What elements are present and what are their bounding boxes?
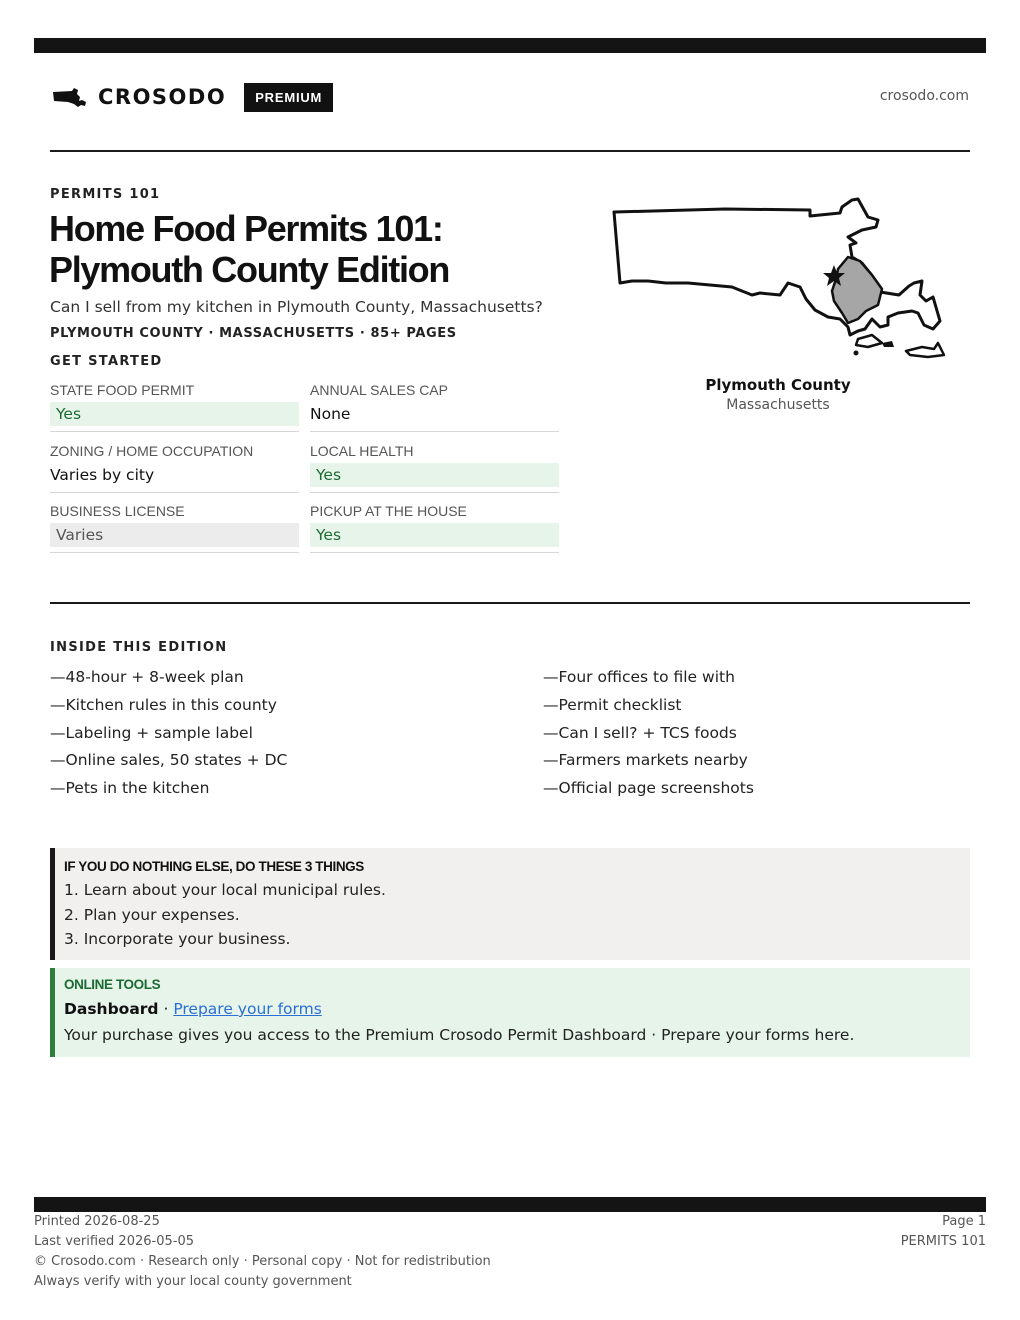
page-number: Page 1 [942, 1214, 986, 1229]
inside-edition-heading: INSIDE THIS EDITION [50, 640, 228, 655]
state-outline [614, 199, 940, 335]
three-things-list [64, 878, 970, 952]
list-item: —Labeling + sample label [50, 723, 253, 742]
map-county-label: Plymouth County [705, 376, 851, 394]
disclaimer: Always verify with your local county government [34, 1274, 352, 1289]
title-line-2: Plymouth County Edition [49, 249, 450, 290]
island-1 [856, 335, 882, 347]
three-things-callout [50, 848, 970, 960]
fact-label: BUSINESS LICENSE [50, 503, 185, 519]
online-tools-heading: ONLINE TOOLS [64, 977, 161, 992]
list-item: —Online sales, 50 states + DC [50, 751, 288, 770]
separator: · [158, 1000, 174, 1018]
list-item: —Permit checklist [543, 695, 682, 714]
list-item: —Official page screenshots [543, 779, 754, 798]
prepare-forms-link[interactable]: Prepare your forms [173, 1000, 322, 1018]
fact-label: ZONING / HOME OCCUPATION [50, 443, 254, 459]
dashboard-description: Your purchase gives you access to the Premium Crosodo Permit Dashboard · Prepare your forms here. [64, 1026, 855, 1044]
footer-left [34, 1212, 491, 1292]
fact-state-food-permit [50, 380, 299, 432]
state-map [610, 195, 945, 370]
fact-zoning [50, 441, 299, 493]
section-divider [50, 602, 970, 604]
fact-value: None [310, 405, 351, 423]
brand-name: CROSODO [98, 85, 227, 109]
list-item: —Pets in the kitchen [50, 779, 210, 798]
list-item: —Kitchen rules in this county [50, 695, 277, 714]
online-tools-callout [50, 968, 970, 1057]
get-started-heading: GET STARTED [50, 354, 163, 369]
list-item: —Farmers markets nearby [543, 751, 748, 770]
copyright-notice: © Crosodo.com · Research only · Personal copy · Not for redistribution [34, 1254, 491, 1269]
fact-pickup-at-house [310, 501, 559, 553]
premium-badge: PREMIUM [244, 83, 333, 112]
title-line-1: Home Food Permits 101: [49, 208, 443, 249]
verified-date: Last verified 2026-05-05 [34, 1234, 194, 1249]
list-item: —Can I sell? + TCS foods [543, 723, 737, 742]
dashboard-line [64, 996, 970, 1022]
fact-value: Varies [50, 523, 299, 547]
footer-rule-bar [34, 1197, 986, 1212]
edition-meta: PLYMOUTH COUNTY · MASSACHUSETTS · 85+ PAGES [50, 326, 457, 341]
fact-label: STATE FOOD PERMIT [50, 382, 195, 398]
fact-value: Varies by city [50, 466, 155, 484]
fact-annual-sales-cap [310, 380, 559, 432]
island-4 [854, 351, 859, 356]
list-item: 3. Incorporate your business. [64, 930, 291, 948]
top-rule-bar [34, 38, 986, 53]
page-subtitle: Can I sell from my kitchen in Plymouth County, Massachusetts? [50, 298, 543, 316]
map-state-label: Massachusetts [726, 397, 830, 413]
massachusetts-logo-icon [52, 86, 88, 108]
list-item: 1. Learn about your local municipal rules. [64, 881, 386, 899]
callout-heading: IF YOU DO NOTHING ELSE, DO THESE 3 THINGS [64, 859, 364, 874]
list-item: 2. Plan your expenses. [64, 905, 240, 924]
fact-business-license [50, 501, 299, 553]
list-item: —Four offices to file with [543, 668, 735, 686]
fact-value: Yes [310, 523, 559, 547]
fact-value: Yes [50, 402, 299, 426]
island-2 [906, 343, 944, 357]
fact-label: PICKUP AT THE HOUSE [310, 503, 467, 519]
inside-list-left [50, 664, 287, 803]
section-eyebrow: PERMITS 101 [50, 187, 161, 202]
dashboard-label: Dashboard [64, 1000, 159, 1018]
footer-section: PERMITS 101 [900, 1234, 986, 1249]
island-3 [882, 341, 894, 347]
list-item: —48-hour + 8-week plan [50, 668, 244, 686]
fact-value: Yes [310, 463, 559, 487]
site-url-link[interactable]: crosodo.com [879, 88, 969, 104]
brand-lockup[interactable] [52, 82, 333, 112]
fact-label: LOCAL HEALTH [310, 443, 414, 459]
fact-label: ANNUAL SALES CAP [310, 382, 448, 398]
fact-local-health [310, 441, 559, 493]
header-divider [50, 150, 970, 152]
footer-right [901, 1212, 986, 1252]
inside-list-right [543, 664, 754, 803]
printed-date: Printed 2026-08-25 [34, 1214, 160, 1229]
page-title [49, 208, 589, 290]
